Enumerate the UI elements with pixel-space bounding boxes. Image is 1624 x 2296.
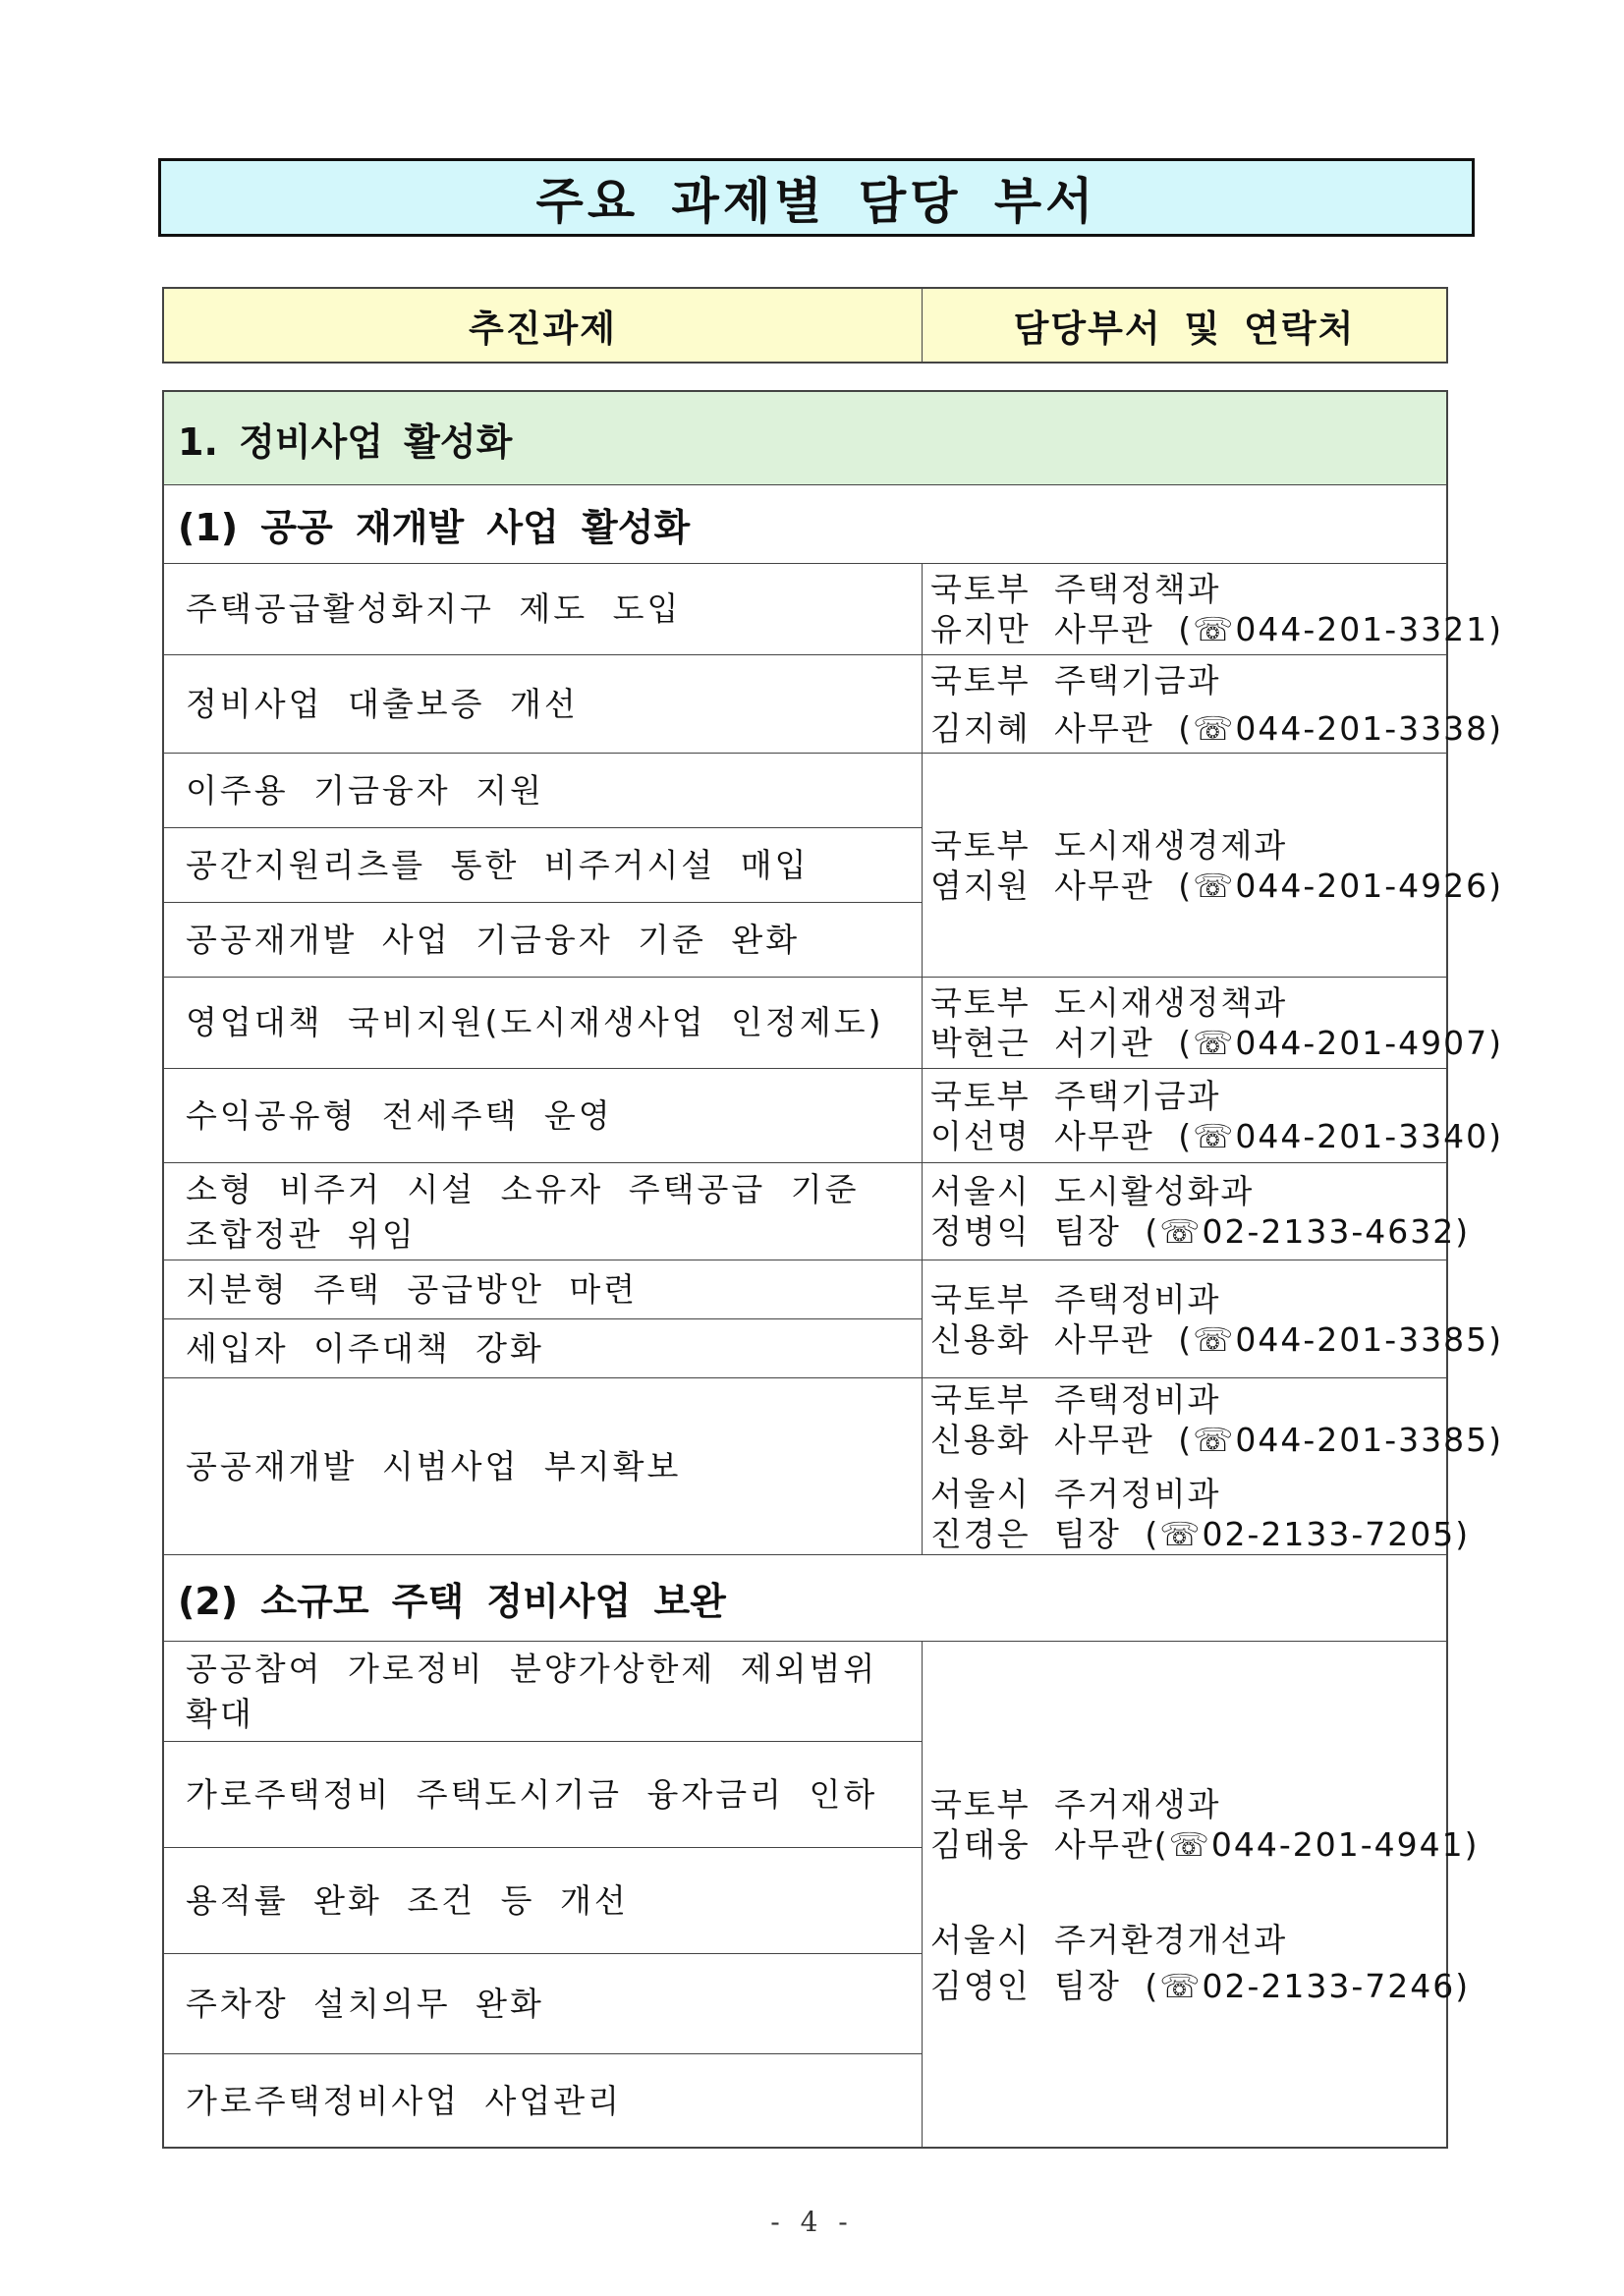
contact-person: 정병익 팀장 (☏02-2133-4632) <box>930 1212 1471 1251</box>
section-heading: 1. 정비사업 활성화 <box>164 392 1446 485</box>
page-title: 주요 과제별 담당 부서 <box>158 158 1475 237</box>
contact-person: 신용화 사무관 (☏044-201-3385) <box>930 1420 1504 1459</box>
task-cell-multiline <box>164 1163 922 1260</box>
contact-person: 박현근 서기관 (☏044-201-4907) <box>930 1024 1504 1062</box>
task-cell: 영업대책 국비지원(도시재생사업 인정제도) <box>164 978 922 1069</box>
contact-cell <box>922 978 1504 1069</box>
task-cell: 정비사업 대출보증 개선 <box>164 655 922 754</box>
task-cell: 공공재개발 사업 기금융자 기준 완화 <box>164 903 922 978</box>
header-task-column: 추진과제 <box>469 308 617 350</box>
task-cell: 가로주택정비 주택도시기금 융자금리 인하 <box>164 1742 922 1848</box>
task-table <box>162 390 1504 2149</box>
contact-person: 이선명 사무관 (☏044-201-3340) <box>930 1116 1504 1155</box>
task-line: 소형 비주거 시설 소유자 주택공급 기준 <box>186 1170 860 1208</box>
contact-person: 염지원 사무관 (☏044-201-4926) <box>930 866 1504 905</box>
task-cell: 주택공급활성화지구 제도 도입 <box>164 564 922 655</box>
task-cell: 주차장 설치의무 완화 <box>164 1954 922 2054</box>
subsection-heading: (1) 공공 재개발 사업 활성화 <box>164 485 1446 564</box>
page-number: - 4 - <box>770 2206 854 2238</box>
task-cell: 이주용 기금융자 지원 <box>164 754 922 828</box>
contact-cell <box>922 564 1504 655</box>
task-cell: 공공참여 가로정비 분양가상한제 제외범위 확대 <box>164 1642 922 1742</box>
contact-dept: 서울시 주거정비과 <box>930 1474 1221 1513</box>
contact-cell <box>922 1069 1504 1163</box>
contact-dept: 국토부 주택정비과 <box>930 1279 1221 1318</box>
task-cell: 수익공유형 전세주택 운영 <box>164 1069 922 1163</box>
table-header <box>162 287 1448 364</box>
header-contact-column: 담당부서 및 연락처 <box>922 289 1446 362</box>
contact-dept: 국토부 도시재생정책과 <box>930 983 1288 1022</box>
spacer <box>930 1865 1446 1920</box>
task-cell: 세입자 이주대책 강화 <box>164 1319 922 1378</box>
contact-dept: 국토부 주거재생과 <box>930 1785 1221 1823</box>
contact-dept: 서울시 주거환경개선과 <box>930 1921 1288 1959</box>
subsection-heading: (2) 소규모 주택 정비사업 보완 <box>164 1555 1446 1642</box>
contact-dept: 국토부 주택기금과 <box>930 1076 1221 1115</box>
contact-cell <box>922 655 1504 754</box>
contact-dept: 서울시 도시활성화과 <box>930 1172 1255 1210</box>
contact-cell <box>922 1260 1504 1378</box>
contact-dept: 국토부 주택정비과 <box>930 1379 1221 1419</box>
contact-dept: 국토부 주택기금과 <box>930 660 1221 700</box>
contact-person: 신용화 사무관 (☏044-201-3385) <box>930 1319 1504 1359</box>
contact-cell <box>922 1642 1480 2149</box>
task-cell: 가로주택정비사업 사업관리 <box>186 2082 623 2120</box>
contact-person: 김영인 팀장 (☏02-2133-7246) <box>930 1967 1471 2005</box>
task-cell: 용적률 완화 조건 등 개선 <box>164 1848 922 1954</box>
contact-person: 유지만 사무관 (☏044-201-3321) <box>930 610 1504 648</box>
contact-cell <box>922 1378 1504 1555</box>
contact-cell <box>922 1163 1471 1260</box>
contact-person: 진경은 팀장 (☏02-2133-7205) <box>930 1514 1471 1553</box>
contact-person: 김태웅 사무관(☏044-201-4941) <box>930 1825 1480 1864</box>
task-line: 조합정관 위임 <box>186 1215 417 1254</box>
contact-cell <box>922 754 1504 978</box>
task-cell: 지분형 주택 공급방안 마련 <box>164 1260 922 1319</box>
contact-dept: 국토부 주택정책과 <box>930 570 1221 608</box>
contact-person: 김지혜 사무관 (☏044-201-3338) <box>930 708 1504 748</box>
task-cell: 공공재개발 시범사업 부지확보 <box>164 1378 922 1555</box>
task-cell: 공간지원리츠를 통한 비주거시설 매입 <box>164 828 922 903</box>
contact-dept: 국토부 도시재생경제과 <box>930 825 1288 865</box>
